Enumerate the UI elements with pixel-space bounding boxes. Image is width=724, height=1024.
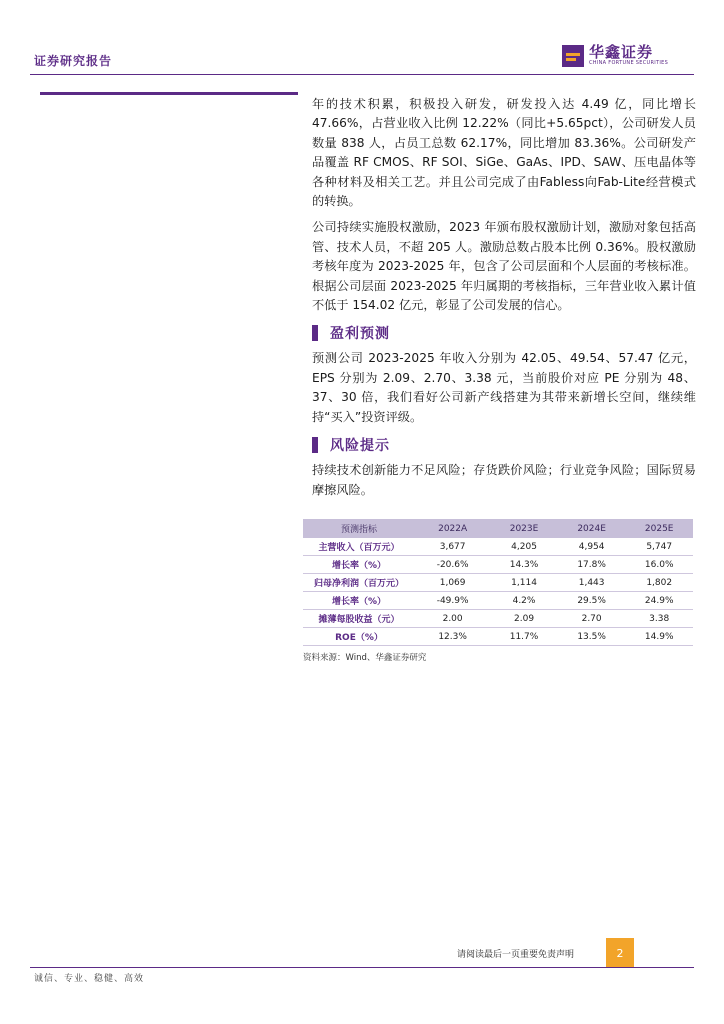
table-row bbox=[303, 610, 693, 628]
table-cell: 29.5% bbox=[558, 592, 626, 610]
table-header-cell: 预测指标 bbox=[303, 519, 415, 538]
table-row bbox=[303, 556, 693, 574]
table-cell: 3,677 bbox=[415, 538, 490, 556]
section-title: 风险提示 bbox=[330, 438, 390, 455]
table-cell: 12.3% bbox=[415, 628, 490, 646]
table-cell: 2.70 bbox=[558, 610, 626, 628]
section-title: 盈利预测 bbox=[330, 326, 390, 343]
table-cell: 4,205 bbox=[490, 538, 558, 556]
disclaimer-note: 请阅读最后一页重要免责声明 bbox=[457, 950, 575, 960]
row-label: ROE（%） bbox=[303, 628, 415, 646]
row-label: 主营收入（百万元） bbox=[303, 538, 415, 556]
footer-divider bbox=[30, 967, 694, 968]
table-header-cell: 2023E bbox=[490, 519, 558, 538]
section-marker bbox=[312, 325, 318, 341]
logo-name: 华鑫证券 bbox=[589, 43, 654, 61]
table-cell: 1,802 bbox=[625, 574, 693, 592]
company-logo bbox=[562, 44, 668, 67]
table-cell: 2.00 bbox=[415, 610, 490, 628]
table-cell: 1,069 bbox=[415, 574, 490, 592]
table-cell: -20.6% bbox=[415, 556, 490, 574]
section-heading-risk bbox=[312, 435, 696, 455]
table-cell: 1,443 bbox=[558, 574, 626, 592]
row-label: 归母净利润（百万元） bbox=[303, 574, 415, 592]
paragraph-forecast: 预测公司 2023-2025 年收入分别为 42.05、49.54、57.47 亿元，EPS 分别为 2.09、2.70、3.38 元，当前股价对应 PE 分别为 48、37、30 倍，我们看好公司新产线搭建为其带来新增长空间，继续维持“买入”投资评级。 bbox=[312, 351, 696, 424]
table-header-cell: 2024E bbox=[558, 519, 626, 538]
report-type-label: 证券研究报告 bbox=[34, 54, 113, 68]
table-cell: 16.0% bbox=[625, 556, 693, 574]
table-cell: 4.2% bbox=[490, 592, 558, 610]
main-content bbox=[312, 95, 696, 507]
row-label: 摊薄每股收益（元） bbox=[303, 610, 415, 628]
header-divider bbox=[30, 74, 694, 75]
sidebar-accent-bar bbox=[40, 92, 298, 95]
table-source-note: 资料来源：Wind、华鑫证券研究 bbox=[303, 653, 427, 663]
table-cell: 1,114 bbox=[490, 574, 558, 592]
table-cell: 11.7% bbox=[490, 628, 558, 646]
table-row bbox=[303, 574, 693, 592]
table-cell: 2.09 bbox=[490, 610, 558, 628]
section-heading-forecast bbox=[312, 323, 696, 343]
forecast-table bbox=[303, 519, 693, 646]
table-cell: 14.3% bbox=[490, 556, 558, 574]
table-header-row bbox=[303, 519, 693, 538]
footer-motto: 诚信、专业、稳健、高效 bbox=[34, 974, 145, 984]
table-cell: 24.9% bbox=[625, 592, 693, 610]
row-label: 增长率（%） bbox=[303, 556, 415, 574]
paragraph-risk: 持续技术创新能力不足风险；存货跌价风险；行业竞争风险；国际贸易摩擦风险。 bbox=[312, 463, 696, 497]
table-cell: -49.9% bbox=[415, 592, 490, 610]
table-header-cell: 2025E bbox=[625, 519, 693, 538]
table-row bbox=[303, 592, 693, 610]
paragraph-rd: 年的技术积累，积极投入研发，研发投入达 4.49 亿，同比增长 47.66%，占营业收入比例 12.22%（同比+5.65pct），公司研发人员数量 838 人，占员工总数 62.17%，同比增加 83.36%。公司研发产品覆盖 RF CMOS、RF SOI、SiGe、GaAs、IPD、SAW、压电晶体等各种材料及相关工艺。并且公司完成了由Fabless向Fab-Lite经营模式的转换。 bbox=[312, 97, 696, 209]
logo-english-name: CHINA FORTUNE SECURITIES bbox=[589, 60, 669, 66]
table-cell: 13.5% bbox=[558, 628, 626, 646]
row-label: 增长率（%） bbox=[303, 592, 415, 610]
paragraph-equity-incentive: 公司持续实施股权激励，2023 年颁布股权激励计划，激励对象包括高管、技术人员，不超 205 人。激励总数占股本比例 0.36%。股权激励考核年度为 2023-2025 年，包含了公司层面和个人层面的考核标准。根据公司层面 2023-2025 年归属期的考核指标，三年营业收入累计值不低于 154.02 亿元，彰显了公司发展的信心。 bbox=[312, 220, 696, 313]
table-row bbox=[303, 628, 693, 646]
table-cell: 14.9% bbox=[625, 628, 693, 646]
logo-icon bbox=[562, 45, 584, 67]
table-cell: 3.38 bbox=[625, 610, 693, 628]
section-marker bbox=[312, 437, 318, 453]
table-header-cell: 2022A bbox=[415, 519, 490, 538]
table-row bbox=[303, 538, 693, 556]
table-cell: 5,747 bbox=[625, 538, 693, 556]
table-cell: 4,954 bbox=[558, 538, 626, 556]
page-number-badge: 2 bbox=[606, 938, 634, 968]
table-cell: 17.8% bbox=[558, 556, 626, 574]
